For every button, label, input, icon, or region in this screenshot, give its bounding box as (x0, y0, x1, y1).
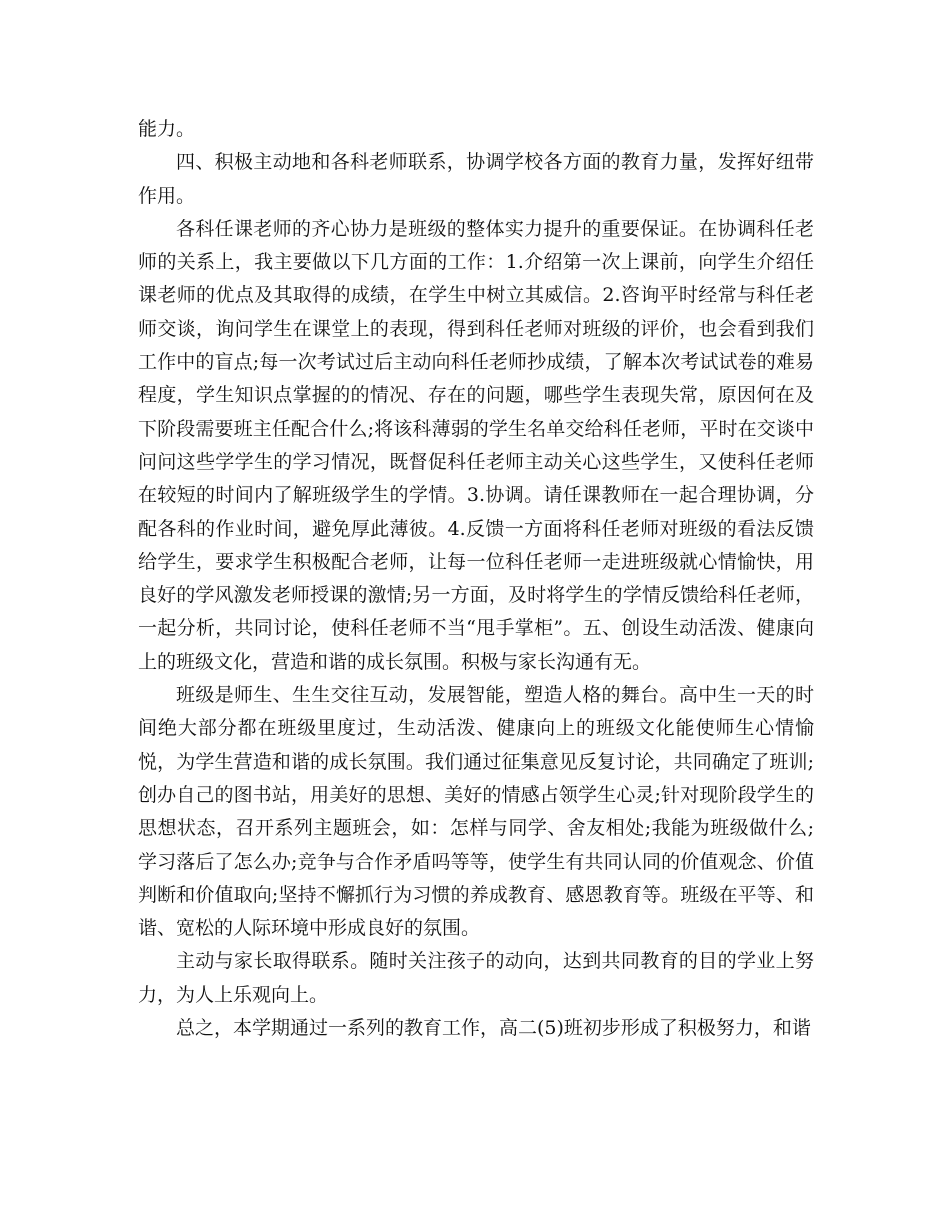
paragraph-5: 主动与家长取得联系。随时关注孩子的动向，达到共同教育的目的学业上努力，为人上乐观向上。 (138, 950, 814, 1006)
paragraph-2: 四、积极主动地和各科老师联系，协调学校各方面的教育力量，发挥好纽带作用。 (138, 151, 814, 207)
paragraph-4: 班级是师生、生生交往互动，发展智能，塑造人格的舞台。高中生一天的时间绝大部分都在班级里度过，生动活泼、健康向上的班级文化能使师生心情愉悦，为学生营造和谐的成长氛围。我们通过征集意见反复讨论，共同确定了班训;创办自己的图书站，用美好的思想、美好的情感占领学生心灵;针对现阶段学生的思想状态，召开系列主题班会，如：怎样与同学、舍友相处;我能为班级做什么;学习落后了怎么办;竞争与合作矛盾吗等等，使学生有共同认同的价值观念、价值判断和价值取向;坚持不懈抓行为习惯的养成教育、感恩教育等。班级在平等、和谐、宽松的人际环境中形成良好的氛围。 (138, 684, 814, 940)
paragraph-6: 总之，本学期通过一系列的教育工作，高二(5)班初步形成了积极努力，和谐 (176, 1017, 811, 1040)
paragraph-3: 各科任课老师的齐心协力是班级的整体实力提升的重要保证。在协调科任老师的关系上，我主要做以下几方面的工作：1.介绍第一次上课前，向学生介绍任课老师的优点及其取得的成绩，在学生中树立其威信。2.咨询平时经常与科任老师交谈，询问学生在课堂上的表现，得到科任老师对班级的评价，也会看到我们工作中的盲点;每一次考试过后主动向科任老师抄成绩，了解本次考试试卷的难易程度，学生知识点掌握的的情况、存在的问题，哪些学生表现失常，原因何在及下阶段需要班主任配合什么;将该科薄弱的学生名单交给科任老师，平时在交谈中问问这些学学生的学习情况，既督促科任老师主动关心这些学生，又使科任老师在较短的时间内了解班级学生的学情。3.协调。请任课教师在一起合理协调，分配各科的作业时间，避免厚此薄彼。4.反馈一方面将科任老师对班级的看法反馈给学生，要求学生积极配合老师，让每一位科任老师一走进班级就心情愉快，用良好的学风激发老师授课的激情;另一方面，及时将学生的学情反馈给科任老师，一起分析，共同讨论，使科任老师不当“甩手掌柜”。五、创设生动活泼、健康向上的班级文化，营造和谐的成长氛围。积极与家长沟通有无。 (138, 217, 814, 673)
paragraph-1: 能力。 (138, 118, 196, 140)
body-text (138, 113, 814, 1045)
